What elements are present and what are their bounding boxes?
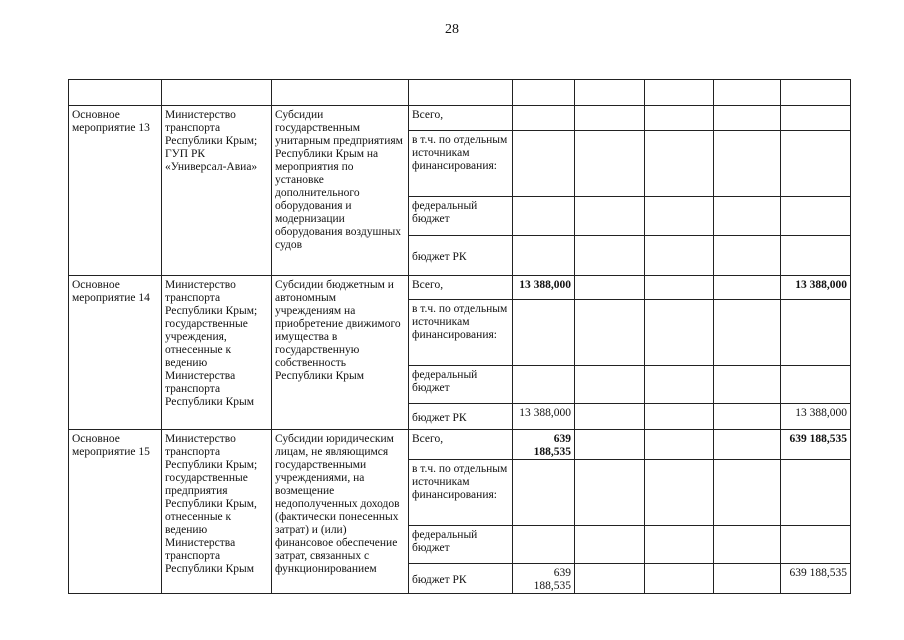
header-cell <box>409 80 513 106</box>
event-cell: Основное мероприятие 14 <box>69 276 162 430</box>
header-row <box>69 80 851 106</box>
source-cell: Всего, <box>409 276 513 300</box>
source-cell: федеральный бюджет <box>409 366 513 404</box>
executor-cell: Министерство транспорта Республики Крым; ГУП РК «Универсал-Авиа» <box>162 106 272 276</box>
value-cell: 13 388,000 <box>513 276 575 300</box>
value-cell: 639 188,535 <box>781 430 851 460</box>
header-cell <box>575 80 645 106</box>
source-cell: в т.ч. по отдельным источникам финансирования: <box>409 131 513 197</box>
table-row <box>69 430 851 460</box>
source-cell: бюджет РК <box>409 236 513 276</box>
page-number: 28 <box>445 22 459 37</box>
source-cell: в т.ч. по отдельным источникам финансирования: <box>409 300 513 366</box>
value-cell: 13 388,000 <box>781 276 851 300</box>
description-cell: Субсидии государственным унитарным предприятиям Республики Крым на мероприятия по установке дополнительного оборудования и модернизации оборудования воздушных судов <box>272 106 409 276</box>
description-cell: Субсидии бюджетным и автономным учреждениям на приобретение движимого имущества в государственную собственность Республики Крым <box>272 276 409 430</box>
source-cell: Всего, <box>409 106 513 131</box>
table-row <box>69 276 851 300</box>
source-cell: бюджет РК <box>409 404 513 430</box>
source-cell: федеральный бюджет <box>409 197 513 236</box>
value-cell: 639 188,535 <box>781 564 851 594</box>
header-cell <box>781 80 851 106</box>
budget-table <box>68 79 851 594</box>
value-cell: 13 388,000 <box>513 404 575 430</box>
source-cell: федеральный бюджет <box>409 526 513 564</box>
value-cell: 13 388,000 <box>781 404 851 430</box>
header-cell <box>69 80 162 106</box>
description-cell: Субсидии юридическим лицам, не являющимся государственными учреждениями, на возмещение недополученных доходов (фактически понесенных затрат) и (или) финансовое обеспечение затрат, связанных с функционированием <box>272 430 409 594</box>
executor-cell: Министерство транспорта Республики Крым; государственные учреждения, отнесенные к ведению Министерства транспорта Республики Крым <box>162 276 272 430</box>
value-cell: 639 188,535 <box>513 564 575 594</box>
header-cell <box>714 80 781 106</box>
source-cell: в т.ч. по отдельным источникам финансирования: <box>409 460 513 526</box>
value-cell <box>513 106 575 131</box>
value-cell <box>781 106 851 131</box>
header-cell <box>513 80 575 106</box>
table-row <box>69 106 851 131</box>
event-cell: Основное мероприятие 13 <box>69 106 162 276</box>
source-cell: Всего, <box>409 430 513 460</box>
source-cell: бюджет РК <box>409 564 513 594</box>
value-cell: 639 188,535 <box>513 430 575 460</box>
executor-cell: Министерство транспорта Республики Крым; государственные предприятия Республики Крым, отнесенные к ведению Министерства транспорта Республики Крым <box>162 430 272 594</box>
event-cell: Основное мероприятие 15 <box>69 430 162 594</box>
header-cell <box>162 80 272 106</box>
header-cell <box>645 80 714 106</box>
header-cell <box>272 80 409 106</box>
